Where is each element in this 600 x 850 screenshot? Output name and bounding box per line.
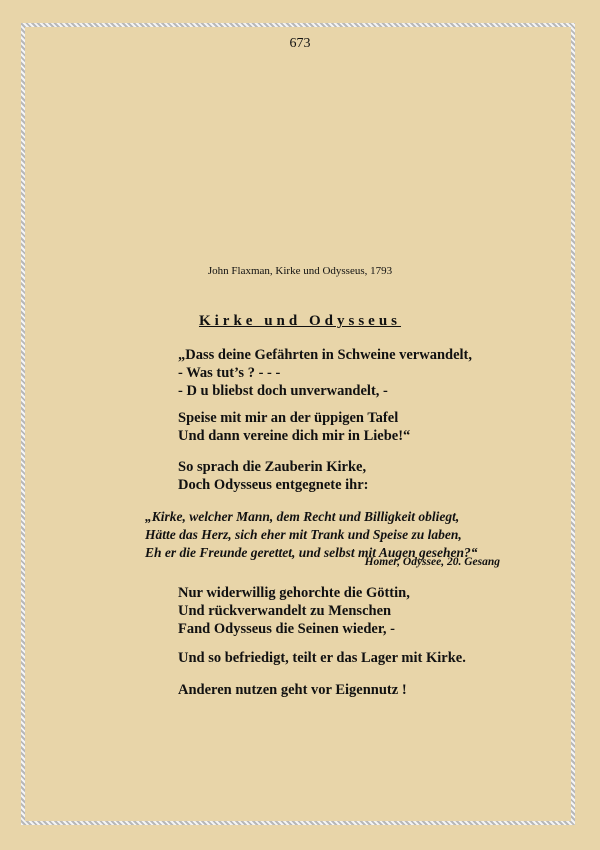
quote-line: „Kirke, welcher Mann, dem Recht und Billigkeit obliegt, bbox=[145, 509, 460, 524]
poem-line: - D u bliebst doch unverwandelt, - bbox=[178, 383, 388, 399]
poem-line: „Dass deine Gefährten in Schweine verwandelt, bbox=[178, 347, 473, 363]
poem-line: Nur widerwillig gehorchte die Göttin, bbox=[178, 585, 410, 601]
poem-line: Und rückverwandelt zu Menschen bbox=[178, 603, 392, 619]
stanza-3 bbox=[178, 458, 369, 494]
image-caption: John Flaxman, Kirke und Odysseus, 1793 bbox=[207, 265, 393, 277]
page-number: 673 bbox=[289, 36, 311, 51]
poem-line: Speise mit mir an der üppigen Tafel bbox=[178, 410, 399, 426]
poem-line: Und dann vereine dich mir in Liebe!“ bbox=[178, 428, 411, 444]
quote-source: Homer, Odyssee, 20. Gesang bbox=[364, 556, 500, 568]
stanza-2 bbox=[178, 409, 410, 445]
quote-line: Eh er die Freunde gerettet, und selbst mit Augen gesehen?“ bbox=[145, 545, 478, 560]
poem-line: Anderen nutzen geht vor Eigennutz ! bbox=[178, 682, 407, 698]
poem-line: So sprach die Zauberin Kirke, bbox=[178, 459, 367, 475]
stanza-6 bbox=[178, 681, 407, 699]
poem-line: Fand Odysseus die Seinen wieder, - bbox=[178, 621, 395, 637]
stanza-1 bbox=[178, 346, 472, 400]
poem-line: Doch Odysseus entgegnete ihr: bbox=[178, 477, 369, 493]
quote-line: Hätte das Herz, sich eher mit Trank und Speise zu laben, bbox=[145, 527, 462, 542]
homer-quote bbox=[145, 508, 478, 562]
poem-line: Und so befriedigt, teilt er das Lager mit Kirke. bbox=[178, 650, 466, 666]
stanza-5 bbox=[178, 649, 466, 667]
stanza-4 bbox=[178, 584, 410, 638]
poem-line: - Was tut’s ? - - - bbox=[178, 365, 281, 381]
poem-title: Kirke und Odysseus bbox=[198, 313, 402, 329]
